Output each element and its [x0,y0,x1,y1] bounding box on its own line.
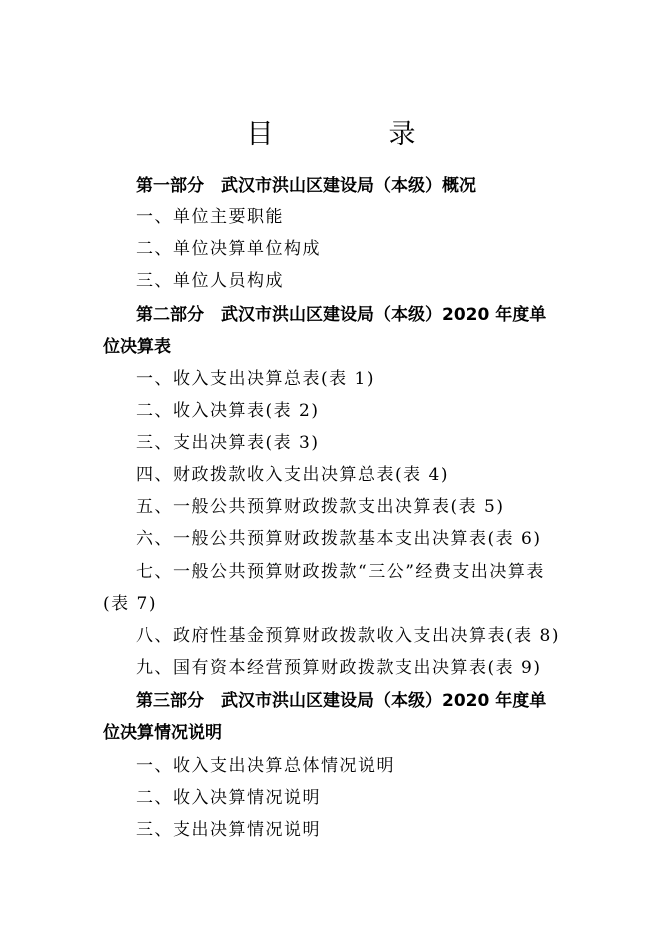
page-title: 目 录 [246,119,460,150]
part2-item-3: 三、支出决算表(表 3) [136,433,320,453]
part3-heading-cont: 位决算情况说明 [103,723,222,743]
part2-item-7-cont: (表 7) [103,594,157,614]
part1-item-1: 一、单位主要职能 [136,207,284,227]
part1-item-3: 三、单位人员构成 [136,271,284,291]
part2-item-6: 六、一般公共预算财政拨款基本支出决算表(表 6) [136,529,542,549]
part1-label: 第一部分 [136,176,204,196]
part2-item-2: 二、收入决算表(表 2) [136,401,320,421]
part2-item-1: 一、收入支出决算总表(表 1) [136,369,375,389]
part3-label: 第三部分 [136,691,204,711]
part2-item-9: 九、国有资本经营预算财政拨款支出决算表(表 9) [136,658,542,678]
part3-title: 武汉市洪山区建设局（本级）2020 年度单 [221,691,547,711]
part2-item-5: 五、一般公共预算财政拨款支出决算表(表 5) [136,497,505,517]
part3-item-2: 二、收入决算情况说明 [136,788,321,808]
part2-heading [136,304,546,326]
part2-heading-cont: 位决算表 [103,337,171,357]
part2-label: 第二部分 [136,305,204,325]
part2-item-8: 八、政府性基金预算财政拨款收入支出决算表(表 8) [136,626,560,646]
part1-heading [136,175,476,197]
part2-item-7: 七、一般公共预算财政拨款“三公”经费支出决算表 [136,562,545,582]
part3-heading [136,690,546,712]
part2-item-4: 四、财政拨款收入支出决算总表(表 4) [136,465,449,485]
part3-item-1: 一、收入支出决算总体情况说明 [136,756,395,776]
part1-item-2: 二、单位决算单位构成 [136,239,321,259]
part3-item-3: 三、支出决算情况说明 [136,820,321,840]
part1-title: 武汉市洪山区建设局（本级）概况 [221,176,476,196]
part2-title: 武汉市洪山区建设局（本级）2020 年度单 [221,305,547,325]
